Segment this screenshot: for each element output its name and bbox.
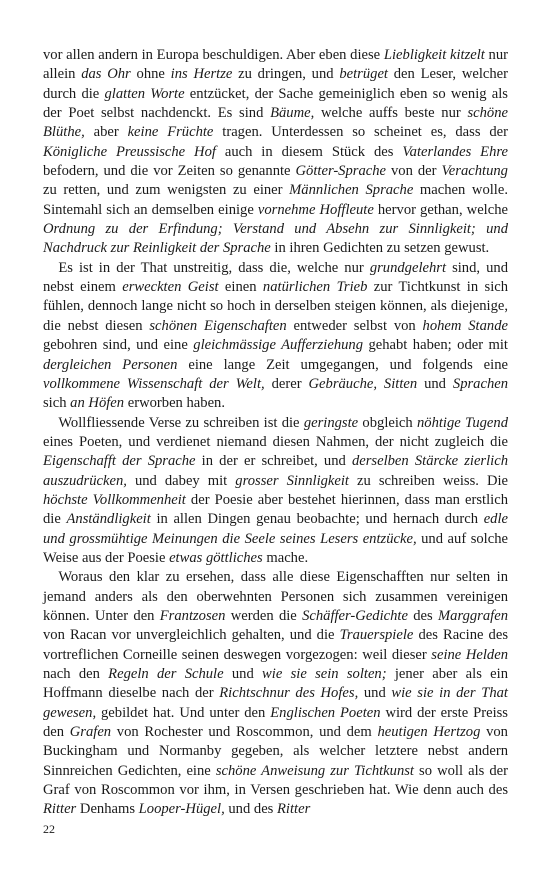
italic-text: seine Helden: [431, 646, 508, 663]
italic-text: gleichmässige Aufferziehung: [193, 337, 364, 354]
text-run: machen wolle. Sintemahl sich an demselben einige: [43, 182, 508, 218]
italic-text: Gebräuche, Sitten: [308, 375, 418, 392]
paragraph: [43, 568, 508, 819]
page-number: 22: [43, 822, 55, 836]
italic-text: grosser Sinnligkeit: [235, 472, 349, 489]
italic-text: hohem Stande: [422, 317, 508, 334]
text-run: entzücket, der Sache gemeiniglich eben so wenig als der Poet selbst nachdenckt. Es sind: [43, 85, 508, 122]
italic-text: natürlichen Trieb: [262, 279, 368, 296]
italic-text: Ritter: [277, 801, 311, 818]
italic-text: schönen Eigenschaften: [149, 317, 287, 334]
text-run: welche auffs beste nur: [314, 105, 468, 122]
italic-text: an Höfen: [70, 395, 125, 412]
italic-text: nöhtige Tugend: [416, 414, 508, 431]
text-run: ohne: [130, 66, 171, 83]
text-run: in allen Dingen genau beobachte; und hernach durch: [150, 511, 484, 528]
text-run: des: [407, 607, 438, 624]
italic-text: derselben Stärcke zierlich auszudrücken,: [43, 453, 508, 489]
italic-text: Regeln der Schule: [108, 666, 224, 682]
text-run: entweder selbst von: [286, 317, 423, 334]
italic-text: das Ohr: [81, 66, 131, 83]
text-run: zur Tichtkunst in sich fühlen, dennoch lange nicht so hoch in derselben steigen können, als diejenige, die nebst diesen: [43, 279, 509, 334]
italic-text: schöne Blüthe,: [43, 105, 508, 141]
text-run: in der er schreibet, und: [195, 453, 352, 470]
italic-text: Schäffer-Gedichte: [302, 607, 408, 624]
italic-text: Ritter: [43, 801, 77, 818]
italic-text: wie sie in der That gewesen,: [43, 685, 508, 721]
italic-text: wie sie sein solten;: [262, 666, 387, 682]
text-run: von der: [386, 163, 442, 180]
text-run: in ihren Gedichten zu setzen gewust.: [270, 240, 490, 257]
text-run: nur allein: [43, 47, 508, 83]
text-run: Es ist in der That unstreitig, dass die, welche nur: [58, 259, 370, 276]
text-run: aber: [84, 124, 128, 141]
text-run: nach den: [43, 666, 109, 682]
paragraph: [43, 414, 508, 569]
italic-text: Englischen Poeten: [270, 704, 381, 721]
text-run: Denhams: [76, 801, 139, 818]
italic-text: vollkommene Wissenschaft der Welt,: [43, 375, 265, 392]
paragraph: [43, 259, 508, 414]
text-run: derer: [264, 375, 309, 392]
italic-text: betrüget: [339, 66, 388, 83]
text-run: zu dringen, und: [232, 66, 340, 83]
text-run: befodern, und die vor Zeiten so genannte: [43, 163, 296, 180]
text-run: werden die: [225, 607, 303, 624]
text-run: auch in diesem Stück des: [215, 143, 403, 160]
italic-text: Liebligkeit kitzelt: [383, 47, 485, 63]
italic-text: Looper-Hügel,: [138, 801, 225, 818]
italic-text: ins Hertze: [170, 66, 233, 83]
italic-text: Bäume,: [270, 105, 315, 122]
italic-text: Trauerspiele: [339, 627, 414, 644]
paragraph: [43, 46, 508, 259]
italic-text: Ordnung zu der Erfindung; Verstand und Absehn zur Sinnligkeit; und Nachdruck zur Reinligkeit der Sprache: [43, 221, 508, 257]
italic-text: Anständligkeit: [66, 511, 151, 528]
text-run: hervor gethan, welche: [373, 201, 508, 218]
text-run: gebildet hat. Und unter den: [96, 704, 271, 721]
text-run: von Buckingham und Normanby gegeben, als welcher letztere nebst andern Sinnreichen Gedichten, eine: [43, 724, 508, 779]
text-run: gebohren sind, und eine: [43, 337, 194, 354]
italic-text: heutigen Hertzog: [377, 724, 481, 741]
italic-text: Grafen: [69, 724, 112, 741]
text-run: wird der erste Preiss den: [43, 704, 508, 741]
text-run: und: [358, 685, 392, 702]
text-run: obgleich: [358, 414, 417, 431]
italic-text: glatten Worte: [104, 85, 185, 102]
text-run: und des: [224, 801, 278, 818]
italic-text: Verachtung: [441, 163, 508, 180]
text-run: eine lange Zeit umgegangen, und folgends eine: [177, 356, 508, 373]
italic-text: Vaterlandes Ehre: [402, 143, 509, 160]
text-run: sind, und nebst einem: [43, 259, 508, 296]
italic-text: höchste Vollkommenheit: [43, 491, 186, 508]
italic-text: geringste: [303, 414, 359, 431]
italic-text: Marggrafen: [438, 607, 508, 624]
italic-text: Männlichen Sprache: [289, 182, 414, 199]
italic-text: Götter-Sprache: [295, 163, 387, 180]
italic-text: Frantzosen: [159, 607, 226, 624]
italic-text: grundgelehrt: [369, 259, 447, 276]
text-run: Wollfliessende Verse zu schreiben ist die: [58, 414, 304, 431]
italic-text: vornehme Hoffleute: [257, 201, 374, 218]
text-run: Woraus den klar zu ersehen, dass alle diese Eigenschafften nur selten in jemand anders als den oberwehnten Personen sich zusammen vereinigen können. Unter den: [43, 569, 508, 624]
text-run: und auf solche Weise aus der Poesie: [43, 530, 508, 566]
text-run: einen: [218, 279, 263, 296]
italic-text: Eigenschafft der Sprache: [43, 453, 196, 470]
text-run: sich: [43, 395, 71, 412]
page-body: [43, 46, 508, 820]
text-run: und: [417, 375, 453, 392]
text-run: und: [223, 666, 263, 682]
text-run: der Poesie aber bestehet hierinnen, dass man erstlich die: [43, 491, 508, 528]
text-run: gehabt haben; oder mit: [363, 337, 508, 354]
italic-text: dergleichen Personen: [43, 356, 178, 373]
italic-text: Richtschnur des Hofes,: [219, 685, 359, 702]
text-run: zu retten, und zum wenigsten zu einer: [43, 182, 290, 199]
italic-text: erweckten Geist: [122, 279, 219, 296]
text-run: und dabey mit: [126, 472, 236, 489]
text-run: erworben haben.: [124, 395, 225, 412]
italic-text: edle und grossmühtige Meinungen die Seele seines Lesers entzücke,: [43, 511, 508, 547]
text-run: von Rochester und Roscommon, und dem: [111, 724, 378, 741]
text-run: tragen. Unterdessen so scheinet es, dass der: [213, 124, 508, 141]
italic-text: schöne Anweisung zur Tichtkunst: [215, 762, 414, 779]
italic-text: keine Früchte: [127, 124, 214, 141]
italic-text: Königliche Preussische Hof: [43, 143, 216, 160]
text-run: von Racan vor unvergleichlich gehalten, und die: [43, 627, 340, 644]
italic-text: Sprachen: [452, 375, 509, 392]
italic-text: etwas göttliches: [169, 549, 263, 566]
text-run: zu schreiben weiss. Die: [349, 472, 509, 489]
text-run: den Leser, welcher durch die: [43, 66, 509, 102]
text-run: vor allen andern in Europa beschuldigen. Aber eben diese: [43, 47, 384, 63]
text-run: so woll als der Graf von Roscommon vor ihm, in Versen geschrieben hat. Wie denn auch des: [43, 762, 508, 799]
text-run: jener aber als ein Hoffmann dieselbe nach der: [43, 666, 508, 702]
text-run: eines Poeten, und verdienet niemand diesen Nahmen, der nicht zugleich die: [43, 433, 508, 450]
text-run: mache.: [262, 549, 309, 566]
text-run: des Racine des vortreflichen Corneille seinen deswegen vorgezogen: weil dieser: [43, 627, 509, 663]
